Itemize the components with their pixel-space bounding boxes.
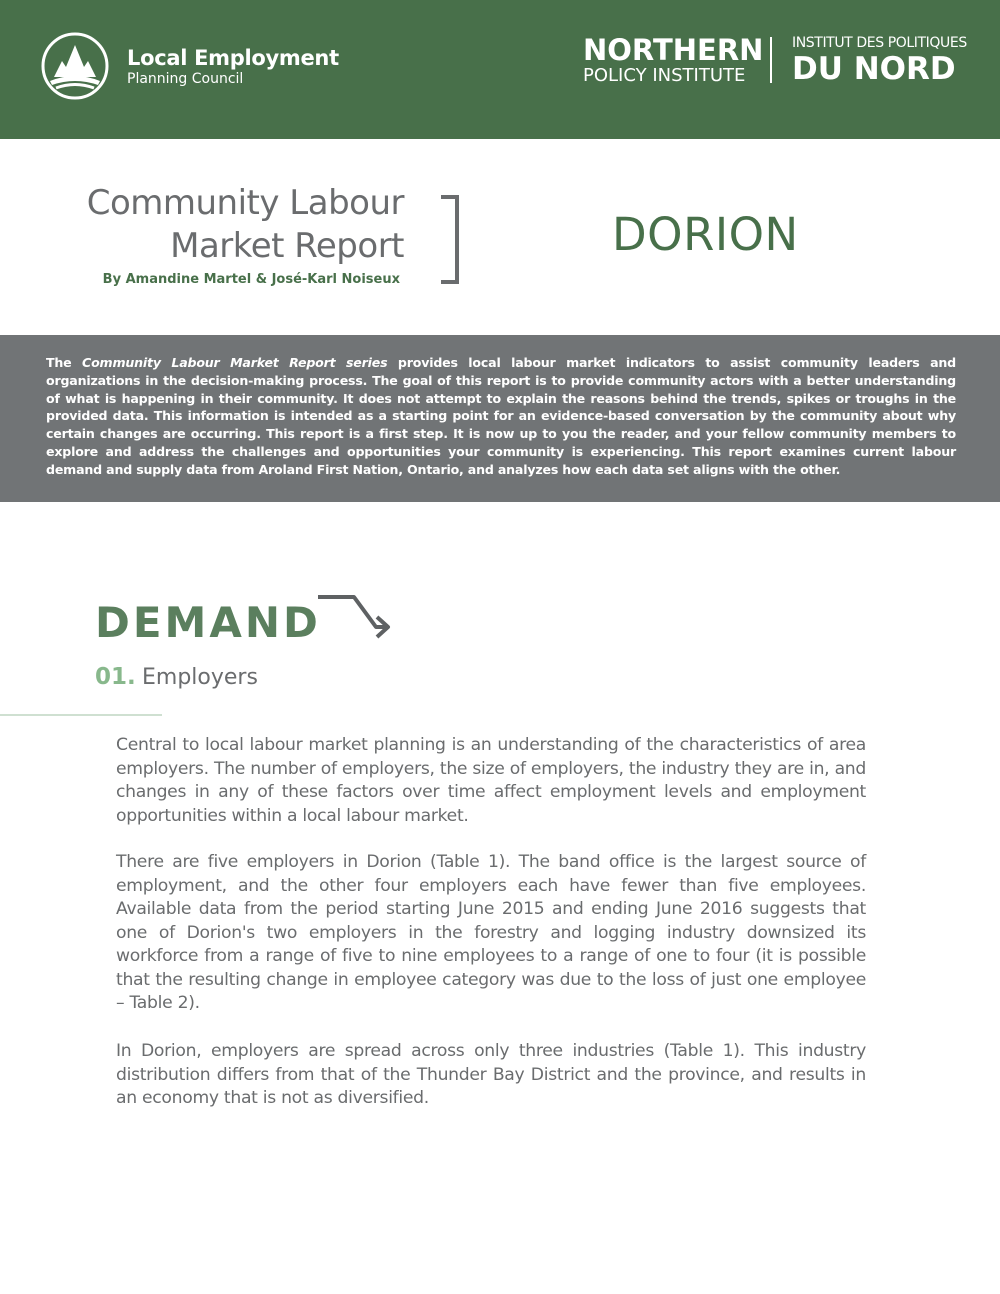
title-bracket: [441, 195, 459, 284]
intro-text-after: provides local labour market indicators to assist community leaders and organizations in the decision-making process. The goal of this report is to provide community actors with a better understanding of what is happening in their community. It does not attempt to explain the reasons behind the trends, spikes or troughs in the provided data. This information is intended as a starting point for an evidence-based conversation by the community about why certain changes are occurring. This report is a first step. It is now up to you the reader, and your fellow community members to explore and address the challenges and opportunities your community is experiencing. This report examines current labour demand and supply data from Aroland First Nation, Ontario, and analyzes how each data set aligns with the other.: [46, 355, 956, 477]
intro-paragraph: [46, 354, 956, 479]
body-paragraph-3: In Dorion, employers are spread across only three industries (Table 1). This industry distribution differs from that of the Thunder Bay District and the province, and results in an economy that is not as diversified.: [116, 1041, 866, 1108]
header-band: [0, 0, 1000, 139]
lepc-name: Local Employment: [127, 46, 339, 70]
subsection-rule: [0, 714, 162, 716]
lepc-tree-logo-icon: [40, 31, 110, 101]
community-name: DORION: [612, 208, 799, 261]
intro-series-name: Community Labour Market Report series: [82, 355, 388, 370]
body-paragraph-2: There are five employers in Dorion (Table 1). The band office is the largest source of employment, and the other four employers each have fewer than five employees. Available data from the period starting June 2015 and ending June 2016 suggests that one of Dorion's two employers in the forestry and logging industry downsized its workforce from a range of five to nine employees to a range of one to four (it is possible that the resulting change in employee category was due to the loss of just one employee – Table 2).: [116, 852, 866, 1013]
subsection-title: Employers: [142, 665, 258, 690]
body-paragraph-1: Central to local labour market planning is an understanding of the characteristics of area employers. The number of employers, the size of employers, the industry they are in, and changes in any of these factors over time affect employment levels and employment opportunities within a local labour market.: [116, 735, 866, 826]
intro-text-before: The: [46, 355, 83, 370]
down-trend-arrow-icon: [314, 593, 394, 645]
ipn-logo-line2: DU NORD: [792, 51, 956, 87]
lepc-subtitle: Planning Council: [127, 71, 244, 87]
logo-divider: [770, 37, 772, 83]
report-authors: By Amandine Martel & José-Karl Noiseux: [102, 272, 400, 287]
npi-logo-line1: NORTHERN: [583, 33, 764, 67]
ipn-logo-line1: INSTITUT DES POLITIQUES: [792, 35, 967, 51]
report-title-line2: Market Report: [170, 226, 404, 266]
section-heading: DEMAND: [95, 598, 321, 647]
subsection-number: 01.: [95, 664, 136, 690]
report-title-line1: Community Labour: [86, 183, 404, 223]
npi-logo-line2: POLICY INSTITUTE: [583, 65, 746, 86]
